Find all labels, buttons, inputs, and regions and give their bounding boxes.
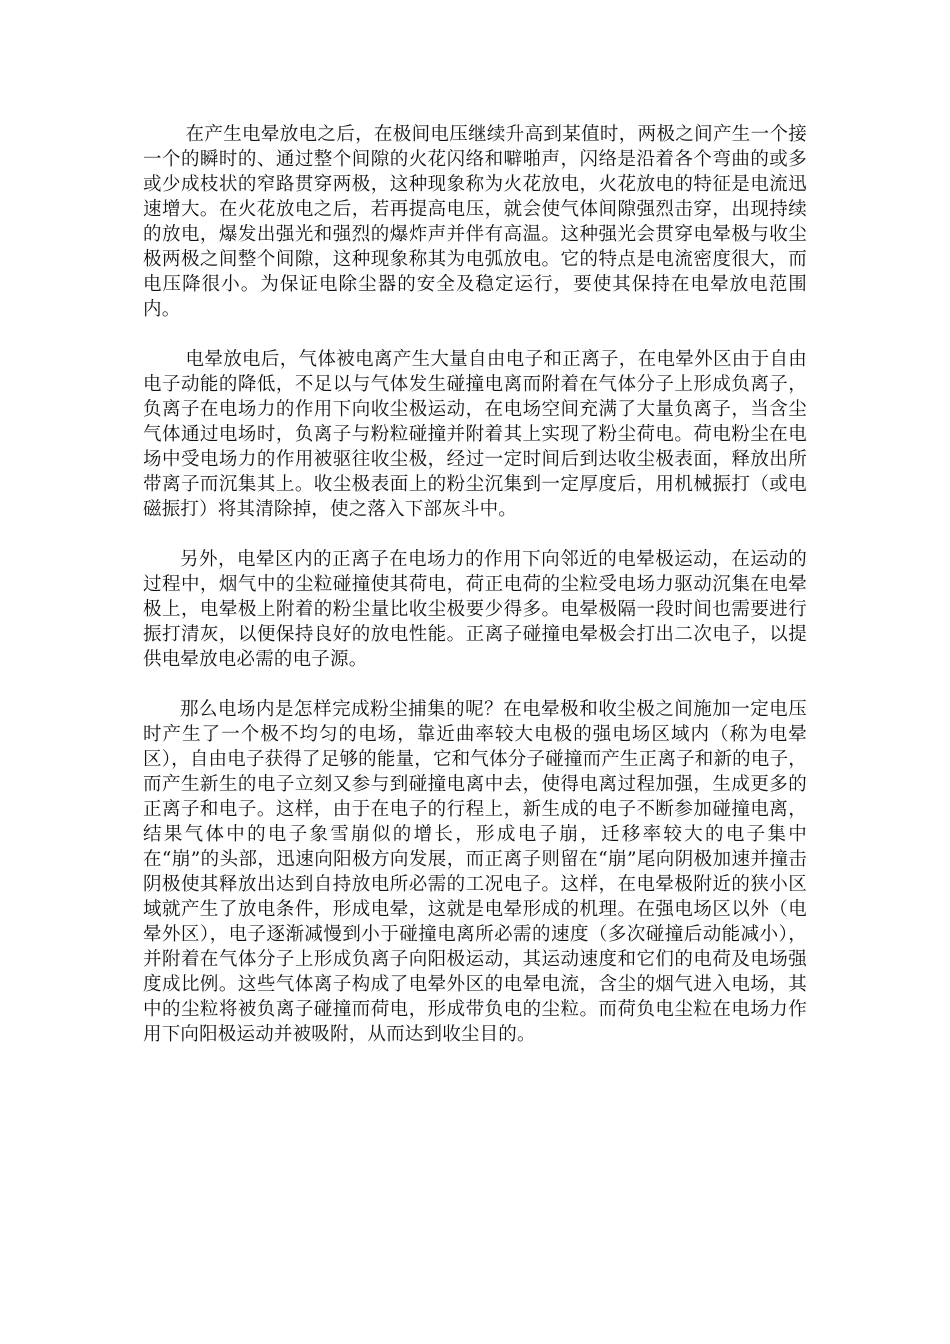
paragraph-positive-ions: 另外，电晕区内的正离子在电场力的作用下向邻近的电晕极运动，在运动的过程中，烟气中的尘粒碰撞使其荷电，荷正电荷的尘粒受电场力驱动沉集在电晕极上，电晕极上附着的粉尘量比收尘极要少得多。电晕极隔一段时间也需要进行振打清灰，以便保持良好的放电性能。正离子碰撞电晕极会打出二次电子，以提供电晕放电必需的电子源。: [143, 549, 807, 670]
paragraph-spark-and-arc-discharge: 在产生电晕放电之后，在极间电压继续升高到某值时，两极之间产生一个接一个的瞬时的、通过整个间隙的火花闪络和噼啪声，闪络是沿着各个弯曲的或多或少成枝状的窄路贯穿两极，这种现象称为火花放电，火花放电的特征是电流迅速增大。在火花放电之后，若再提高电压，就会使气体间隙强烈击穿，出现持续的放电，爆发出强光和强烈的爆炸声并伴有高温。这种强光会贯穿电晕极与收尘极两极之间整个间隙，这种现象称其为电弧放电。它的特点是电流密度很大，而电压降很小。为保证电除尘器的安全及稳定运行，要使其保持在电晕放电范围内。: [143, 124, 807, 320]
paragraph-dust-capture-mechanism: 那么电场内是怎样完成粉尘捕集的呢？在电晕极和收尘极之间施加一定电压时产生了一个极不均匀的电场，靠近曲率较大电极的强电场区域内（称为电晕区），自由电子获得了足够的能量，它和气体分子碰撞而产生正离子和新的电子，而产生新生的电子立刻又参与到碰撞电离中去，使得电离过程加强，生成更多的正离子和电子。这样，由于在电子的行程上，新生成的电子不断参加碰撞电离，结果气体中的电子象雪崩似的增长，形成电子崩，迁移率较大的电子集中在“崩”的头部，迅速向阳极方向发展，而正离子则留在“崩”尾向阴极加速并撞击阴极使其释放出达到自持放电所必需的工况电子。这样，在电晕极附近的狭小区域就产生了放电条件，形成电晕，这就是电晕形成的机理。在强电场区以外（电晕外区），电子逐渐减慢到小于碰撞电离所必需的速度（多次碰撞后动能减小），并附着在气体分子上形成负离子向阳极运动，其运动速度和它们的电荷及电场强度成比例。这些气体离子构成了电晕外区的电晕电流，含尘的烟气进入电场，其中的尘粒将被负离子碰撞而荷电，形成带负电的尘粒。而荷负电尘粒在电场力作用下向阳极运动并被吸附，从而达到收尘目的。: [143, 699, 807, 1045]
document-body: [143, 122, 807, 1072]
paragraph-dust-charging: 电晕放电后，气体被电离产生大量自由电子和正离子，在电晕外区由于自由电子动能的降低，不足以与气体发生碰撞电离而附着在气体分子上形成负离子，负离子在电场力的作用下向收尘极运动，在电场空间充满了大量负离子，当含尘气体通过电场时，负离子与粉粒碰撞并附着其上实现了粉尘荷电。荷电粉尘在电场中受电场力的作用被驱往收尘极，经过一定时间后到达收尘极表面，释放出所带离子而沉集其上。收尘极表面上的粉尘沉集到一定厚度后，用机械振打（或电磁振打）将其清除掉，使之落入下部灰斗中。: [143, 349, 807, 520]
